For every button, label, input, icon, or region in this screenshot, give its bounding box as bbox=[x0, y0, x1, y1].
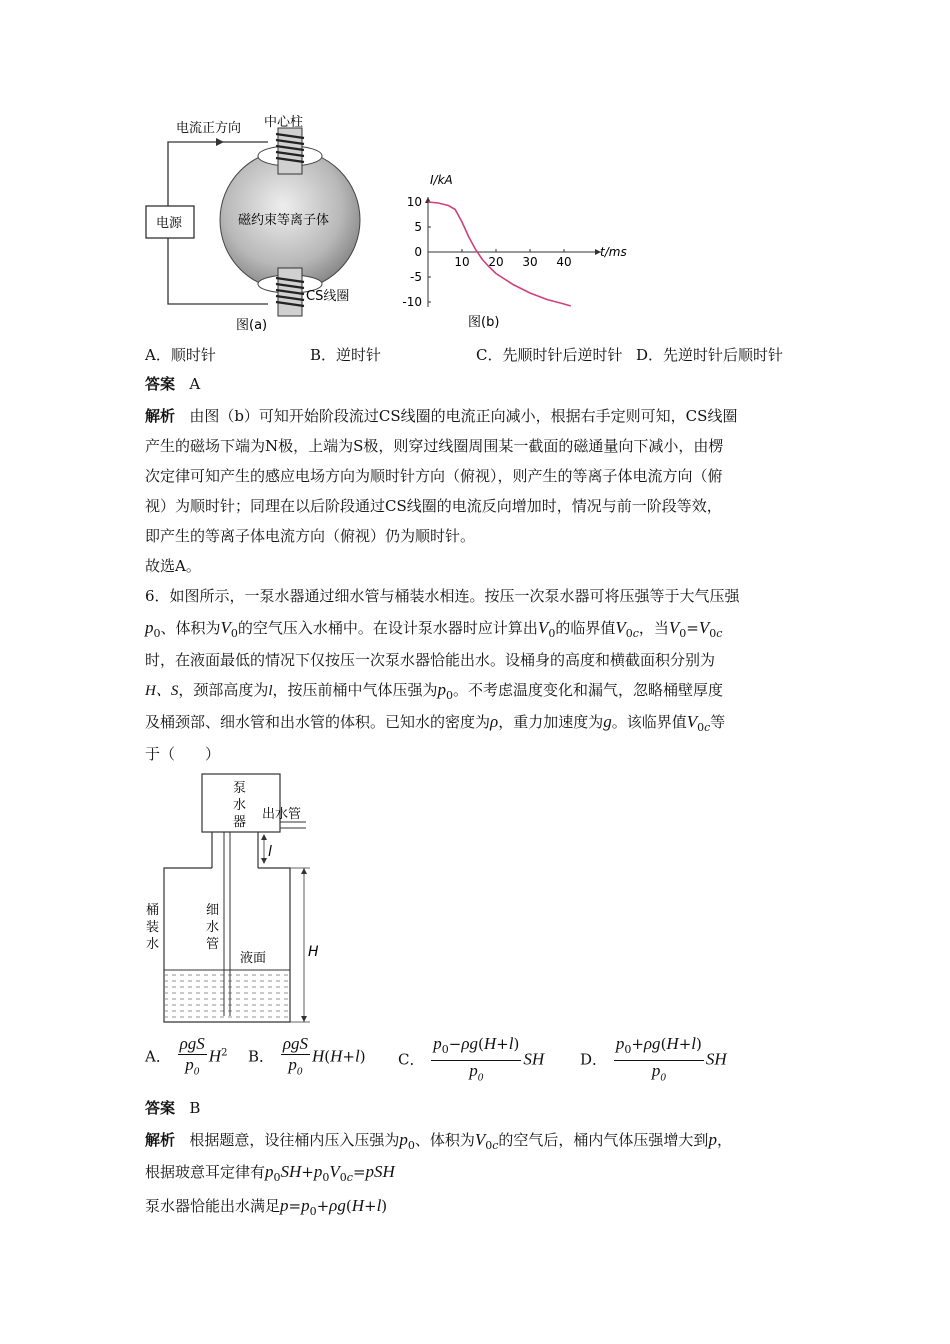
figure-a bbox=[140, 108, 370, 338]
x-axis-label: t/ms bbox=[600, 245, 627, 259]
q6-option-a: A． $\frac{\text{ρgS}}{p_0}$ $H^2$ bbox=[145, 1034, 228, 1078]
q6-option-b: B． $\frac{\text{ρgS}}{p_0}$ H(H+l) bbox=[248, 1034, 366, 1078]
outlet-label: 出水管 bbox=[262, 807, 302, 822]
q6-line-1: 6．如图所示，一泵水器通过细水管与桶装水相连。按压一次泵水器可将压强等于大气压强 bbox=[145, 587, 740, 605]
q6-line-6: 于（ ） bbox=[145, 745, 221, 763]
x-tick-label: 30 bbox=[522, 255, 538, 269]
y-axis-label: I/kA bbox=[430, 173, 453, 187]
q5-option-b: B．逆时针 bbox=[310, 346, 382, 364]
y-tick-label: -10 bbox=[402, 295, 422, 309]
answer-label: 答案 bbox=[145, 1099, 176, 1117]
H-label: H bbox=[308, 944, 319, 960]
q5-analysis-line-5: 即产生的等离子体电流方向（俯视）仍为顺时针。 bbox=[145, 527, 476, 545]
l-label: l bbox=[268, 844, 272, 860]
tube-label-3: 管 bbox=[206, 937, 220, 952]
analysis-label: 解析 bbox=[145, 1131, 176, 1149]
power-source-label: 电源 bbox=[156, 216, 183, 231]
analysis-label: 解析 bbox=[145, 407, 176, 425]
center-column-label: 中心柱 bbox=[264, 115, 304, 130]
q6-line-4: H、S，颈部高度为l，按压前桶中气体压强为$p_0$。不考虑温度变化和漏气，忽略桶壁厚度 bbox=[145, 680, 724, 702]
answer-value: B bbox=[189, 1099, 201, 1117]
q6-line-5: 及桶颈部、细水管和出水管的体积。已知水的密度为ρ，重力加速度为g。该临界值$V_{0c}$等 bbox=[145, 712, 726, 734]
q5-option-a: A．顺时针 bbox=[145, 346, 216, 364]
bucket-label-2: 装 bbox=[146, 920, 160, 935]
analysis-text: 由图（b）可知开始阶段流过CS线圈的电流正向减小，根据右手定则可知，CS线圈 bbox=[189, 407, 738, 425]
surface-label: 液面 bbox=[240, 951, 267, 966]
y-tick-label: 0 bbox=[414, 245, 422, 259]
q5-analysis-line-2: 产生的磁场下端为N极，上端为S极，则穿过线圈周围某一截面的磁通量向下减小，由楞 bbox=[145, 437, 724, 455]
q6-analysis-line-3: 泵水器恰能出水满足$p=p_0+\rho g(H+l)$ bbox=[145, 1196, 388, 1218]
x-tick-label: 40 bbox=[556, 255, 572, 269]
q5-conclusion: 故选A。 bbox=[145, 557, 201, 575]
q5-option-c: C．先顺时针后逆时针 bbox=[476, 346, 623, 364]
q6-analysis-line-1: 解析 根据题意，设往桶内压入压强为$p_0$、体积为$V_{0c}$的空气后，桶内气体压强增大到p， bbox=[145, 1130, 732, 1152]
tube-label-1: 细 bbox=[206, 903, 220, 918]
q6-option-d: D． $\frac{p_0+\rho g(H+l)}{p_0}$ SH bbox=[580, 1034, 727, 1084]
figure-b-caption: 图(b) bbox=[468, 315, 500, 330]
q5-answer bbox=[145, 374, 200, 394]
cs-coil-label: CS线圈 bbox=[306, 289, 350, 304]
y-tick-label: -5 bbox=[410, 270, 422, 284]
pump-bucket-figure bbox=[140, 768, 340, 1030]
q5-analysis-line-4: 视）为顺时针；同理在以后阶段通过CS线圈的电流反向增加时，情况与前一阶段等效， bbox=[145, 497, 722, 515]
pump-label-3: 器 bbox=[233, 815, 247, 830]
current-curve bbox=[428, 202, 571, 306]
tube-label-2: 水 bbox=[206, 920, 220, 935]
q5-analysis-line-3: 次定律可知产生的感应电场方向为顺时针方向（俯视），则产生的等离子体电流方向（俯 bbox=[145, 467, 723, 485]
y-tick-label: 10 bbox=[406, 195, 422, 209]
bucket-label-3: 水 bbox=[146, 937, 160, 952]
q6-option-c: C． $\frac{p_0-\rho g(H+l)}{p_0}$ SH bbox=[398, 1034, 545, 1084]
x-tick-label: 20 bbox=[488, 255, 504, 269]
figure-a-caption: 图(a) bbox=[236, 318, 268, 333]
bucket-label-1: 桶 bbox=[146, 903, 160, 918]
q5-option-d: D．先逆时针后顺时针 bbox=[636, 346, 784, 364]
answer-value: A bbox=[189, 375, 201, 393]
q6-line-3: 时，在液面最低的情况下仅按压一次泵水器恰能出水。设桶身的高度和横截面积分别为 bbox=[145, 651, 716, 669]
q6-line-2: $p_0$、体积为$V_0$的空气压入水桶中。在设计泵水器时应计算出$V_0$的临界值$V_{0c}$，当$V_0=V_{0c}$ bbox=[145, 618, 723, 640]
q6-analysis-line-2: 根据玻意耳定律有$p_0SH+p_0V_{0c}=pSH$ bbox=[145, 1162, 395, 1184]
answer-label: 答案 bbox=[145, 375, 176, 393]
x-tick-label: 10 bbox=[454, 255, 470, 269]
pump-label-1: 泵 bbox=[233, 781, 247, 796]
q5-analysis-line-1 bbox=[145, 406, 737, 426]
q6-answer bbox=[145, 1098, 200, 1118]
current-direction-label: 电流正方向 bbox=[176, 121, 242, 136]
pump-label-2: 水 bbox=[233, 798, 247, 813]
plasma-label: 磁约束等离子体 bbox=[238, 213, 330, 228]
y-tick-label: 5 bbox=[414, 220, 422, 234]
figure-b-chart bbox=[398, 170, 638, 340]
